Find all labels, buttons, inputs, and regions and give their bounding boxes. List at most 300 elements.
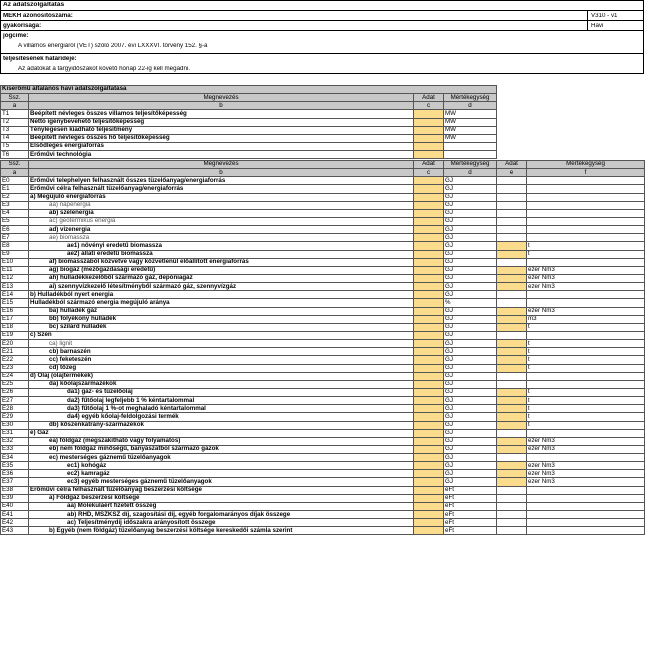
row-name: aa) napenergia (29, 201, 414, 209)
data-input-cell[interactable] (414, 226, 444, 234)
empty-cell (497, 226, 527, 234)
data-input-cell-e[interactable] (497, 266, 527, 274)
data-input-cell[interactable] (414, 388, 444, 396)
row-name: Erőművi célra felhasznált tüzelőanyag/energiaforrás (29, 185, 414, 193)
row-name: ae1) növényi eredetű biomassza (29, 242, 414, 250)
row-unit: GJ (444, 478, 497, 486)
data-input-cell[interactable] (414, 364, 444, 372)
row-name: ac) Teljesítménydíj időszakra arányosított összege (29, 519, 414, 527)
freq-value: Havi (591, 23, 604, 29)
data-input-cell-e[interactable] (497, 437, 527, 445)
data-input-cell-e[interactable] (497, 250, 527, 258)
row-unit: GJ (444, 307, 497, 315)
data-input-cell[interactable] (414, 266, 444, 274)
row-unit: eFt (444, 511, 497, 519)
row-name: da1) gáz- és tüzelőolaj (29, 388, 414, 396)
data-input-cell[interactable] (414, 511, 444, 519)
table-row (1, 274, 645, 282)
row-unit2: ezer Nm3 (527, 437, 645, 445)
empty-cell (497, 299, 527, 307)
divider (1, 30, 643, 31)
deadline-value: Az adatokat a tárgyidőszakot követő hónap 22-ig kell megadni. (18, 66, 190, 72)
data-input-cell-e[interactable] (497, 421, 527, 429)
row-unit2 (527, 234, 645, 242)
row-id: E9 (1, 250, 29, 258)
row-id: E2 (1, 193, 29, 201)
row-id: E42 (1, 519, 29, 527)
row-unit (444, 142, 497, 150)
empty-cell (497, 511, 527, 519)
data-input-cell[interactable] (414, 437, 444, 445)
row-unit: GJ (444, 209, 497, 217)
row-name: d) Olaj (olajtermékek) (29, 372, 414, 380)
data-input-cell[interactable] (414, 234, 444, 242)
row-unit: GJ (444, 201, 497, 209)
table-title: Kiserőmű általános havi adatszolgáltatása (1, 86, 497, 94)
col-header-name: Megnevezés (29, 94, 414, 102)
data-input-cell[interactable] (414, 315, 444, 323)
row-unit2 (527, 527, 645, 535)
divider (1, 10, 643, 11)
empty-cell (497, 201, 527, 209)
row-name: ad) vízenergia (29, 226, 414, 234)
row-name: ae2) állati eredetű biomassza (29, 250, 414, 258)
row-unit: eFt (444, 486, 497, 494)
row-name: a) Megújuló energiaforrás (29, 193, 414, 201)
row-id: T3 (1, 126, 29, 134)
row-name: Elsődleges energiaforrás (29, 142, 414, 150)
data-input-cell-e[interactable] (497, 307, 527, 315)
row-id: E3 (1, 201, 29, 209)
table-row (1, 323, 645, 331)
data-input-cell[interactable] (414, 291, 444, 299)
col-letter: d (444, 169, 497, 177)
data-input-cell[interactable] (414, 217, 444, 225)
row-name: ba) hulladék gáz (29, 307, 414, 315)
data-input-cell-e[interactable] (497, 413, 527, 421)
row-unit: GJ (444, 274, 497, 282)
data-input-cell[interactable] (414, 470, 444, 478)
row-unit2 (527, 217, 645, 225)
data-input-cell-e[interactable] (497, 356, 527, 364)
data-input-cell[interactable] (414, 502, 444, 510)
row-id: E22 (1, 356, 29, 364)
data-input-cell[interactable] (414, 118, 444, 126)
table-row (1, 134, 497, 142)
table-row (1, 266, 645, 274)
table-row (1, 372, 645, 380)
table-row (1, 126, 497, 134)
row-unit: GJ (444, 372, 497, 380)
col-header-adat2: Adat (497, 161, 527, 169)
col-header-ssz: Ssz. (1, 161, 29, 169)
row-name: Beépített névleges összes hő teljesítőképesség (29, 134, 414, 142)
row-unit2 (527, 486, 645, 494)
empty-cell (497, 519, 527, 527)
row-id: E41 (1, 511, 29, 519)
row-name: a) Földgáz beszerzési költsége (29, 494, 414, 502)
table-row (1, 340, 645, 348)
col-header-adat: Adat (414, 161, 444, 169)
row-id: E17 (1, 315, 29, 323)
row-name: Ténylegesen kiadható teljesítmény (29, 126, 414, 134)
table-row (1, 429, 645, 437)
table-row (1, 142, 497, 150)
row-name: Erőművi célra felhasznált tüzelőanyag beszerzési költsége (29, 486, 414, 494)
row-id: E38 (1, 486, 29, 494)
table-row (1, 511, 645, 519)
data-input-cell-e[interactable] (497, 445, 527, 453)
row-unit: eFt (444, 494, 497, 502)
data-input-cell[interactable] (414, 177, 444, 185)
row-id: E21 (1, 348, 29, 356)
row-unit: GJ (444, 462, 497, 470)
row-id: E13 (1, 283, 29, 291)
data-input-cell-e[interactable] (497, 478, 527, 486)
table-row (1, 185, 645, 193)
row-unit: MW (444, 126, 497, 134)
row-unit: GJ (444, 291, 497, 299)
row-unit: GJ (444, 242, 497, 250)
row-unit: GJ (444, 234, 497, 242)
row-unit: GJ (444, 266, 497, 274)
col-letter: c (414, 102, 444, 110)
row-unit: MW (444, 110, 497, 118)
row-id: E4 (1, 209, 29, 217)
row-name: ah) hulladékkezelőből származó gáz, depóniagáz (29, 274, 414, 282)
deadline-label: teljesítésének határideje: (3, 56, 77, 62)
row-unit2: ezer Nm3 (527, 445, 645, 453)
data-input-cell[interactable] (414, 283, 444, 291)
row-unit: GJ (444, 185, 497, 193)
data-input-cell[interactable] (414, 527, 444, 535)
divider (1, 53, 643, 54)
data-input-cell[interactable] (414, 142, 444, 150)
row-unit: eFt (444, 519, 497, 527)
data-input-cell[interactable] (414, 454, 444, 462)
empty-cell (497, 234, 527, 242)
row-unit: GJ (444, 331, 497, 339)
table-row (1, 380, 645, 388)
row-unit: GJ (444, 405, 497, 413)
table-row (1, 242, 645, 250)
data-input-cell-e[interactable] (497, 462, 527, 470)
row-id: E36 (1, 470, 29, 478)
row-name: da) kőolajszármazékok (29, 380, 414, 388)
row-unit: % (444, 299, 497, 307)
data-input-cell[interactable] (414, 340, 444, 348)
data-input-cell[interactable] (414, 486, 444, 494)
data-input-cell[interactable] (414, 110, 444, 118)
row-unit2: t (527, 405, 645, 413)
row-unit: GJ (444, 380, 497, 388)
data-input-cell[interactable] (414, 380, 444, 388)
row-unit2 (527, 494, 645, 502)
empty-cell (497, 209, 527, 217)
table-row (1, 454, 645, 462)
table-row (1, 193, 645, 201)
data-input-cell[interactable] (414, 323, 444, 331)
row-id: E39 (1, 494, 29, 502)
legal-label: jogcíme: (3, 33, 29, 39)
data-input-cell[interactable] (414, 250, 444, 258)
row-id: E11 (1, 266, 29, 274)
row-name: cc) feketeszén (29, 356, 414, 364)
data-input-cell-e[interactable] (497, 323, 527, 331)
data-input-cell-e[interactable] (497, 315, 527, 323)
data-input-cell[interactable] (414, 356, 444, 364)
row-unit2: t (527, 250, 645, 258)
col-header-unit2: Mértékegység (527, 161, 645, 169)
col-header-unit: Mértékegység (444, 161, 497, 169)
col-letter: f (527, 169, 645, 177)
row-unit: GJ (444, 177, 497, 185)
row-id: E33 (1, 445, 29, 453)
data-input-cell[interactable] (414, 331, 444, 339)
data-input-cell[interactable] (414, 372, 444, 380)
data-input-cell[interactable] (414, 299, 444, 307)
row-unit2: m3 (527, 315, 645, 323)
row-unit: GJ (444, 356, 497, 364)
data-input-cell[interactable] (414, 348, 444, 356)
row-unit: eFt (444, 527, 497, 535)
empty-cell (497, 291, 527, 299)
data-input-cell-e[interactable] (497, 340, 527, 348)
data-input-cell[interactable] (414, 421, 444, 429)
table-row (1, 405, 645, 413)
header-title: Az adatszolgáltatás (3, 2, 65, 8)
empty-cell (497, 494, 527, 502)
row-unit2: ezer Nm3 (527, 462, 645, 470)
row-unit2 (527, 193, 645, 201)
table-row (1, 250, 645, 258)
row-name: ac) geotermikus energia (29, 217, 414, 225)
col-letter: d (444, 102, 497, 110)
row-name: cb) barnaszén (29, 348, 414, 356)
row-id: E25 (1, 380, 29, 388)
table-row (1, 291, 645, 299)
empty-cell (497, 380, 527, 388)
row-unit: GJ (444, 340, 497, 348)
row-unit2: t (527, 323, 645, 331)
row-unit: GJ (444, 397, 497, 405)
row-name: eb) nem földgáz minőségű, bányászatból származó gázok (29, 445, 414, 453)
data-input-cell[interactable] (414, 413, 444, 421)
row-id: E12 (1, 274, 29, 282)
data-input-cell[interactable] (414, 151, 444, 159)
table-row (1, 258, 645, 266)
row-name: Hulladékból származó energia megújuló aránya (29, 299, 414, 307)
table-row (1, 226, 645, 234)
row-unit: GJ (444, 348, 497, 356)
data-input-cell-e[interactable] (497, 397, 527, 405)
row-id: E5 (1, 217, 29, 225)
row-id: T2 (1, 118, 29, 126)
empty-cell (497, 217, 527, 225)
row-id: E14 (1, 291, 29, 299)
row-unit2 (527, 291, 645, 299)
data-input-cell[interactable] (414, 134, 444, 142)
row-name: ae) biomassza (29, 234, 414, 242)
col-header-ssz: Ssz. (1, 94, 29, 102)
row-unit: MW (444, 134, 497, 142)
empty-cell (497, 527, 527, 535)
row-name: bb) folyékony hulladék (29, 315, 414, 323)
data-input-cell-e[interactable] (497, 242, 527, 250)
empty-cell (497, 177, 527, 185)
empty-cell (497, 193, 527, 201)
row-unit2: ezer Nm3 (527, 470, 645, 478)
empty-cell (497, 258, 527, 266)
table-row (1, 348, 645, 356)
row-unit2 (527, 209, 645, 217)
data-input-cell[interactable] (414, 429, 444, 437)
row-id: E23 (1, 364, 29, 372)
row-unit2: t (527, 397, 645, 405)
empty-cell (497, 185, 527, 193)
row-name: Erőművi technológia (29, 151, 414, 159)
row-name: ea) földgáz (megszakítható vagy folyamatos) (29, 437, 414, 445)
table-row (1, 502, 645, 510)
data-input-cell-e[interactable] (497, 274, 527, 282)
data-input-cell-e[interactable] (497, 364, 527, 372)
data-input-cell[interactable] (414, 494, 444, 502)
row-name: bc) szilárd hulladék (29, 323, 414, 331)
row-name: b) Egyéb (nem földgáz) tüzelőanyag beszerzési költsége kereskedői számla szerint (29, 527, 414, 535)
data-input-cell-e[interactable] (497, 348, 527, 356)
row-name: ec2) kamragáz (29, 470, 414, 478)
row-unit2 (527, 201, 645, 209)
data-input-cell[interactable] (414, 258, 444, 266)
table-row (1, 177, 645, 185)
table-row (1, 388, 645, 396)
table-row (1, 110, 497, 118)
table-row (1, 519, 645, 527)
row-id: E31 (1, 429, 29, 437)
data-input-cell[interactable] (414, 405, 444, 413)
row-unit2: t (527, 364, 645, 372)
empty-cell (497, 331, 527, 339)
row-id: E34 (1, 454, 29, 462)
row-name: ab) szélenergia (29, 209, 414, 217)
data-input-cell[interactable] (414, 519, 444, 527)
table-row (1, 462, 645, 470)
row-unit2: t (527, 413, 645, 421)
data-input-cell[interactable] (414, 445, 444, 453)
data-input-cell[interactable] (414, 185, 444, 193)
row-id: E20 (1, 340, 29, 348)
data-input-cell-e[interactable] (497, 388, 527, 396)
row-id: E18 (1, 323, 29, 331)
row-name: da3) fűtőolaj 1 %-ot meghaladó kéntartalommal (29, 405, 414, 413)
row-unit: GJ (444, 226, 497, 234)
row-id: E28 (1, 405, 29, 413)
row-unit: GJ (444, 193, 497, 201)
data-input-cell[interactable] (414, 209, 444, 217)
row-unit2: ezer Nm3 (527, 283, 645, 291)
data-input-cell[interactable] (414, 193, 444, 201)
row-unit2: ezer Nm3 (527, 478, 645, 486)
data-input-cell[interactable] (414, 307, 444, 315)
row-unit2: t (527, 421, 645, 429)
data-input-cell[interactable] (414, 274, 444, 282)
table-row (1, 397, 645, 405)
row-name: ca) lignit (29, 340, 414, 348)
col-letter: b (29, 102, 414, 110)
table-row (1, 151, 497, 159)
data-input-cell-e[interactable] (497, 470, 527, 478)
table-row (1, 356, 645, 364)
table-row (1, 445, 645, 453)
row-unit2 (527, 519, 645, 527)
data-input-cell[interactable] (414, 242, 444, 250)
row-name: da2) fűtőolaj legfeljebb 1 % kéntartalommal (29, 397, 414, 405)
table-row (1, 307, 645, 315)
row-unit2 (527, 177, 645, 185)
row-id: E6 (1, 226, 29, 234)
row-unit: MW (444, 118, 497, 126)
empty-cell (497, 502, 527, 510)
row-id: T1 (1, 110, 29, 118)
row-name: db) kőszénkátrány-származékok (29, 421, 414, 429)
row-unit2: ezer Nm3 (527, 274, 645, 282)
row-unit2 (527, 502, 645, 510)
data-input-cell-e[interactable] (497, 283, 527, 291)
row-unit2 (527, 226, 645, 234)
row-unit: GJ (444, 454, 497, 462)
table-row (1, 299, 645, 307)
data-input-cell[interactable] (414, 462, 444, 470)
col-header-adat: Adat (414, 94, 444, 102)
row-id: E27 (1, 397, 29, 405)
data-input-cell[interactable] (414, 397, 444, 405)
row-name: ab) RHD, MSZKSZ díj, szagosítási díj, egyéb forgalomarányos díjak összege (29, 511, 414, 519)
table-row (1, 437, 645, 445)
data-input-cell[interactable] (414, 126, 444, 134)
table-row (1, 234, 645, 242)
col-letter: a (1, 102, 29, 110)
empty-cell (497, 429, 527, 437)
row-id: E40 (1, 502, 29, 510)
row-name: ec1) kohógáz (29, 462, 414, 470)
empty-cell (497, 372, 527, 380)
data-input-cell[interactable] (414, 201, 444, 209)
row-name: Nettó igénybevehető teljesítőképesség (29, 118, 414, 126)
data-input-cell[interactable] (414, 478, 444, 486)
table-fuel (0, 160, 645, 535)
row-id: E30 (1, 421, 29, 429)
row-unit2: t (527, 348, 645, 356)
row-unit2: t (527, 388, 645, 396)
header-box (0, 0, 644, 74)
freq-label: gyakorisága: (3, 23, 42, 29)
row-unit2 (527, 454, 645, 462)
row-unit (444, 151, 497, 159)
data-input-cell-e[interactable] (497, 405, 527, 413)
row-unit: GJ (444, 470, 497, 478)
row-unit: GJ (444, 323, 497, 331)
row-unit2 (527, 185, 645, 193)
row-unit: GJ (444, 437, 497, 445)
row-name: Erőművi telephelyen felhasznált összes tüzelőanyag/energiaforrás (29, 177, 414, 185)
row-unit2: t (527, 356, 645, 364)
row-unit: GJ (444, 364, 497, 372)
row-id: E19 (1, 331, 29, 339)
table-row (1, 364, 645, 372)
col-letter: e (497, 169, 527, 177)
table-row (1, 527, 645, 535)
divider (1, 20, 643, 21)
